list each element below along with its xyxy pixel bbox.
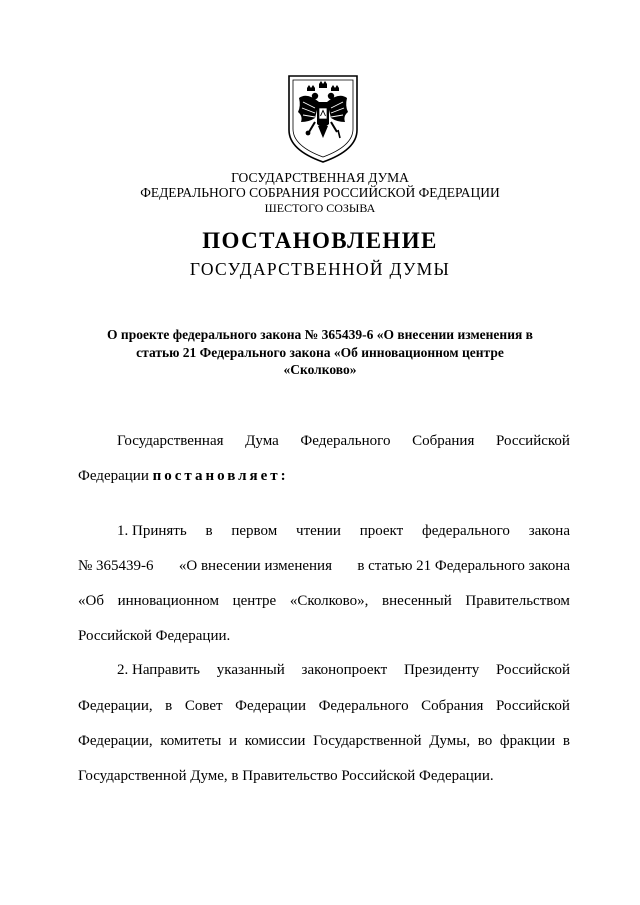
text-word: в статью 21 Федерального закона: [357, 558, 570, 574]
text-word: Думы,: [429, 733, 471, 749]
text-word: во: [477, 733, 493, 749]
text-word: инновационном: [117, 593, 220, 609]
text-word: Федерального: [300, 433, 391, 449]
item1-line-2: [78, 557, 570, 575]
text-word: Российской: [496, 662, 570, 678]
text-word: Собрания: [421, 698, 484, 714]
subject-line-1: О проекте федерального закона № 365439-6 «О внесении изменения в: [107, 327, 533, 342]
text-word: комиссии: [244, 733, 306, 749]
text-word: Президенту: [403, 662, 480, 678]
item1-line-3: [78, 592, 570, 610]
text-word: Российской: [496, 698, 570, 714]
subject-line-2: статью 21 Федерального закона «Об инновационном центре: [136, 344, 504, 360]
item1-line-1: [117, 522, 570, 540]
subject-line-3: «Сколково»: [283, 362, 357, 377]
text-word: № 365439-6: [78, 558, 154, 574]
russian-coat-of-arms-icon: [285, 72, 361, 164]
text-word: Правительством: [465, 593, 570, 609]
text-word: Российской: [496, 433, 570, 449]
text-word: комитеты: [160, 733, 222, 749]
text-word: Совет: [184, 698, 223, 714]
text-word: 2. Направить: [117, 662, 200, 678]
preamble-line-2: [78, 467, 289, 485]
text-word: проект: [359, 523, 404, 539]
text-word: фракции: [499, 733, 556, 749]
preamble-line-1: [117, 432, 570, 450]
text-word: указанный: [216, 662, 285, 678]
item2-line-3: [78, 732, 570, 750]
document-subtitle: ГОСУДАРСТВЕННОЙ ДУМЫ: [189, 259, 451, 279]
item2-line-1: [117, 661, 570, 679]
text-word: центре: [232, 593, 277, 609]
preamble-decision-word: постановляет:: [152, 468, 289, 484]
preamble-text: Федерации: [78, 468, 153, 484]
header-line-1: ГОСУДАРСТВЕННАЯ ДУМА: [231, 170, 409, 185]
item2-line-4: Государственной Думе, в Правительство Российской Федерации.: [78, 768, 494, 784]
header-line-3: ШЕСТОГО СОЗЫВА: [264, 201, 376, 215]
text-word: закона: [528, 523, 570, 539]
text-word: и: [229, 733, 238, 749]
header-line-2: ФЕДЕРАЛЬНОГО СОБРАНИЯ РОССИЙСКОЙ ФЕДЕРАЦИИ: [140, 185, 500, 200]
document-title: ПОСТАНОВЛЕНИЕ: [202, 228, 438, 253]
text-word: 1. Принять: [117, 523, 187, 539]
text-word: в: [562, 733, 570, 749]
text-word: «Об: [78, 593, 104, 609]
document-subject: [70, 326, 570, 379]
text-word: Федерации: [235, 698, 306, 714]
text-word: Федерации,: [78, 698, 153, 714]
text-word: Собрания: [412, 433, 475, 449]
text-word: в: [165, 698, 173, 714]
text-word: Дума: [245, 433, 279, 449]
text-word: в: [205, 523, 213, 539]
text-word: Федерации,: [78, 733, 153, 749]
text-word: Государственная: [117, 433, 224, 449]
text-word: «О внесении изменения: [178, 558, 332, 574]
item2-line-2: [78, 697, 570, 715]
text-word: внесенный: [381, 593, 452, 609]
text-word: первом: [231, 523, 278, 539]
text-word: Государственной: [313, 733, 422, 749]
text-word: чтении: [296, 523, 341, 539]
text-word: федерального: [422, 523, 510, 539]
text-word: законопроект: [301, 662, 388, 678]
text-word: «Сколково»,: [289, 593, 369, 609]
item1-line-4: Российской Федерации.: [78, 628, 231, 644]
text-word: Федерального: [318, 698, 409, 714]
